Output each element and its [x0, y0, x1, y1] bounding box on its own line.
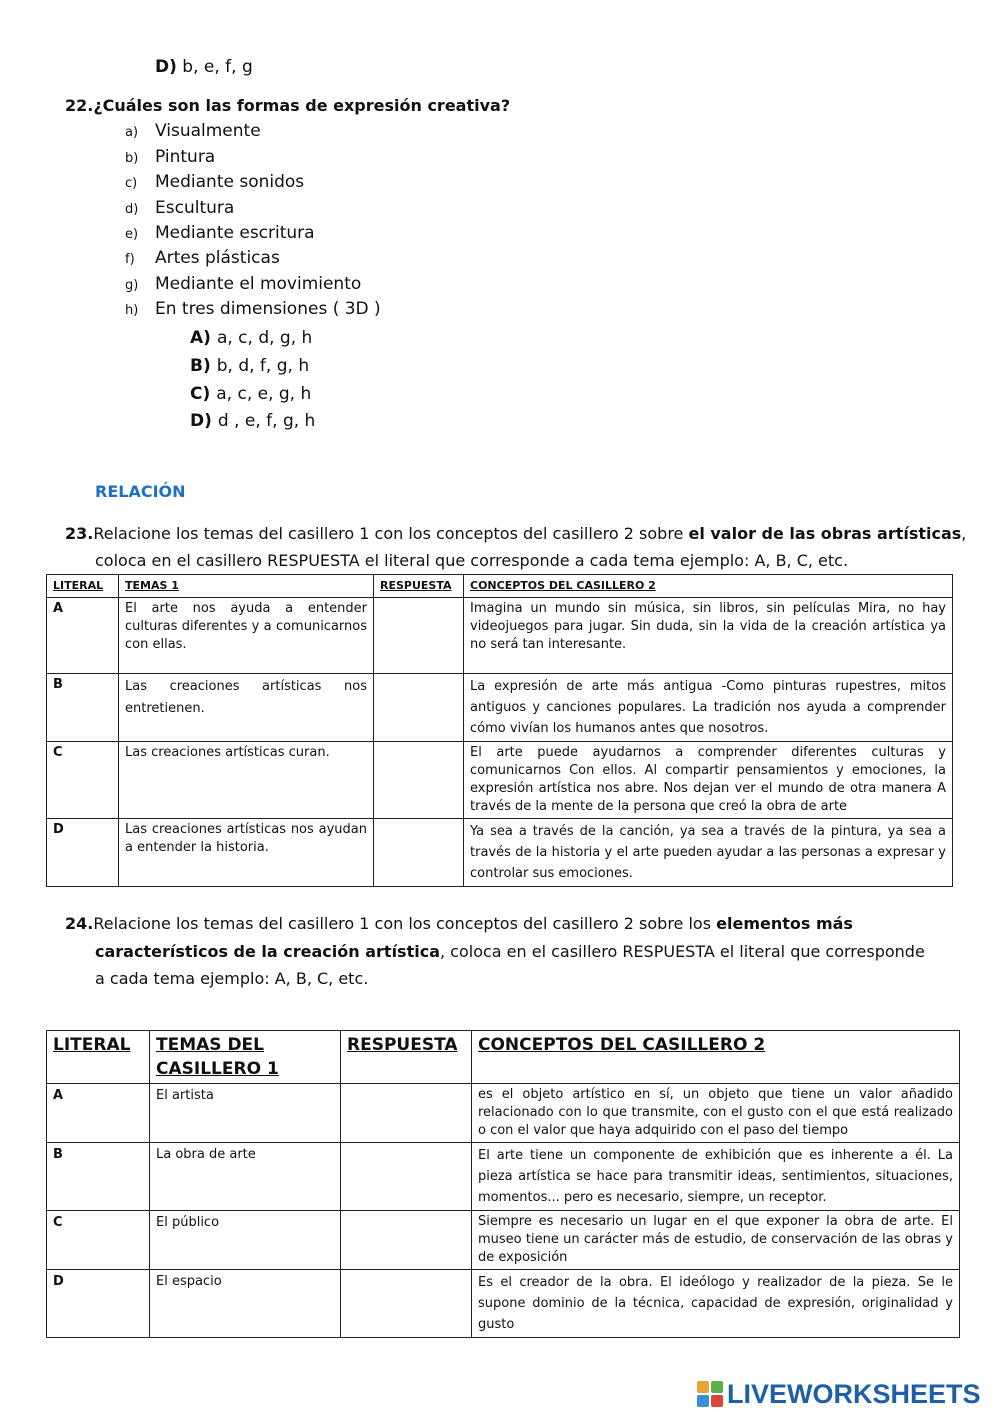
table-row [47, 1143, 960, 1211]
respuesta-cell[interactable] [341, 1143, 472, 1211]
option-text: Visualmente [155, 121, 261, 141]
logo-mark-icon [697, 1381, 723, 1407]
table-header-row [47, 575, 953, 598]
literal-cell: A [47, 1084, 150, 1143]
q22-option [125, 248, 280, 270]
q22-option [125, 147, 215, 169]
option-text: Pintura [155, 147, 216, 167]
literal-cell: A [47, 598, 119, 674]
option-text: Artes plásticas [155, 248, 280, 268]
answer-letter: C) [190, 384, 211, 404]
respuesta-cell[interactable] [374, 598, 464, 674]
table-row [47, 742, 953, 819]
q22-option [125, 223, 315, 245]
concepto-cell: La expresión de arte más antigua -Como pinturas rupestres, mitos antiguos y canciones populares. La tradición nos ayuda a comprender cómo vivían los humanos antes que nosotros. [464, 674, 953, 742]
header-temas: TEMAS 1 [119, 575, 374, 598]
q24-table [46, 1030, 960, 1338]
concepto-cell: Es el creador de la obra. El ideólogo y realizador de la pieza. Se le supone dominio de la técnica, capacidad de expresión, originalidad y gusto [472, 1270, 960, 1338]
literal-cell: C [47, 1211, 150, 1270]
logo-square-icon [711, 1395, 723, 1407]
option-letter: c) [125, 176, 138, 191]
tema-cell: El público [150, 1211, 341, 1270]
concepto-cell: Siempre es necesario un lugar en el que exponer la obra de arte. El museo tiene un carácter más de estudio, de conservación de las obras y de exposición [472, 1211, 960, 1270]
answer-letter: D) [190, 411, 212, 431]
option-letter: h) [125, 303, 139, 318]
concepto-cell: Imagina un mundo sin música, sin libros, sin películas Mira, no hay videojuegos para jugar. Sin duda, sin la vida de la creación artística ya no será tan interesante. [464, 598, 953, 674]
concepto-cell: Ya sea a través de la canción, ya sea a través de la pintura, ya sea a través de la historia y el arte pueden ayudar a las personas a expresar y controlar sus emociones. [464, 819, 953, 887]
option-text: Mediante sonidos [155, 172, 305, 192]
q22-answer [190, 328, 312, 348]
q24-text-a: Relacione los temas del casillero 1 con los conceptos del casillero 2 sobre los [93, 914, 717, 933]
option-letter: f) [125, 252, 135, 267]
option-text: Mediante el movimiento [155, 274, 362, 294]
option-text: En tres dimensiones ( 3D ) [155, 299, 381, 319]
literal-cell: D [47, 819, 119, 887]
q23-prompt-line2: coloca en el casillero RESPUESTA el literal que corresponde a cada tema ejemplo: A, B, C, etc. [95, 551, 849, 570]
header-conceptos: CONCEPTOS DEL CASILLERO 2 [472, 1031, 960, 1084]
tema-cell: Las creaciones artísticas curan. [119, 742, 374, 819]
header-respuesta: RESPUESTA [341, 1031, 472, 1084]
q22-title: 22.¿Cuáles son las formas de expresión creativa? [65, 96, 511, 115]
q23-number: 23. [65, 524, 94, 543]
concepto-cell: El arte tiene un componente de exhibición que es inherente a él. La pieza artística se hace para transmitir ideas, sentimientos, situaciones, momentos... pero es necesario, siempre, un receptor. [472, 1143, 960, 1211]
tema-cell: El espacio [150, 1270, 341, 1338]
q21-answer-d [155, 57, 253, 77]
q23-table [46, 574, 953, 887]
tema-cell: Las creaciones artísticas nos entretienen. [119, 674, 374, 742]
answer-text: b, d, f, g, h [216, 356, 310, 376]
logo-text: LIVEWORKSHEETS [727, 1378, 981, 1409]
liveworksheets-logo[interactable] [697, 1378, 981, 1410]
option-letter: d) [125, 202, 139, 217]
q23-text-b: , [961, 524, 967, 543]
option-letter: g) [125, 278, 139, 293]
literal-cell: B [47, 674, 119, 742]
answer-text: a, c, d, g, h [216, 328, 313, 348]
header-literal: LITERAL [47, 575, 119, 598]
table-row [47, 1270, 960, 1338]
table-row [47, 819, 953, 887]
table-row [47, 1211, 960, 1270]
header-literal: LITERAL [47, 1031, 150, 1084]
option-letter: b) [125, 151, 139, 166]
table-row [47, 674, 953, 742]
logo-square-icon [697, 1395, 709, 1407]
option-text: Mediante escritura [155, 223, 315, 243]
q23-prompt [65, 524, 967, 544]
table-row [47, 598, 953, 674]
tema-cell: El artista [150, 1084, 341, 1143]
q23-text-a: Relacione los temas del casillero 1 con los conceptos del casillero 2 sobre [93, 524, 689, 543]
literal-cell: B [47, 1143, 150, 1211]
respuesta-cell[interactable] [374, 819, 464, 887]
tema-cell: Las creaciones artísticas nos ayudan a entender la historia. [119, 819, 374, 887]
answer-text: d , e, f, g, h [217, 411, 316, 431]
q21-answer-d-letter: D) [155, 57, 177, 77]
table-header-row [47, 1031, 960, 1084]
q22-answer [190, 411, 315, 431]
option-letter: e) [125, 227, 139, 242]
answer-text: a, c, e, g, h [216, 384, 312, 404]
table-row [47, 1084, 960, 1143]
q22-answer [190, 356, 309, 376]
q24-text-bold-2: característicos de la creación artística [95, 942, 440, 961]
answer-letter: A) [190, 328, 211, 348]
section-heading: RELACIÓN [95, 482, 186, 501]
literal-cell: D [47, 1270, 150, 1338]
option-letter: a) [125, 125, 139, 140]
option-text: Escultura [155, 198, 235, 218]
q22-answer [190, 384, 311, 404]
header-conceptos: CONCEPTOS DEL CASILLERO 2 [464, 575, 953, 598]
tema-cell: La obra de arte [150, 1143, 341, 1211]
respuesta-cell[interactable] [374, 674, 464, 742]
q22-option [125, 121, 261, 143]
q22-option [125, 198, 234, 220]
q23-text-bold: el valor de las obras artísticas [688, 524, 962, 543]
q24-text-b: , coloca en el casillero RESPUESTA el literal que corresponde [439, 942, 925, 961]
logo-square-icon [697, 1381, 709, 1393]
literal-cell: C [47, 742, 119, 819]
q22-option [125, 172, 304, 194]
q22-option [125, 274, 361, 296]
concepto-cell: El arte puede ayudarnos a comprender diferentes culturas y comunicarnos Con ellos. Al compartir pensamientos y emociones, la expresión artística nos abre. Nos dejan ver el mundo de otra manera A través de la mente de la persona que creó la obra de arte [464, 742, 953, 819]
respuesta-cell[interactable] [341, 1211, 472, 1270]
logo-square-icon [711, 1381, 723, 1393]
header-temas: TEMAS DEL CASILLERO 1 [150, 1031, 341, 1084]
q21-answer-d-text: b, e, f, g [182, 57, 253, 77]
answer-letter: B) [190, 356, 211, 376]
q22-option [125, 299, 381, 321]
respuesta-cell[interactable] [341, 1084, 472, 1143]
q24-prompt-line3: a cada tema ejemplo: A, B, C, etc. [95, 969, 369, 988]
q24-prompt [65, 914, 955, 934]
header-respuesta: RESPUESTA [374, 575, 464, 598]
concepto-cell: es el objeto artístico en sí, un objeto que tiene un valor añadido relacionado con lo que transmite, con el gusto con el que está realizado o con el valor que haya adquirido con el paso del tiempo [472, 1084, 960, 1143]
q24-prompt-line2 [95, 942, 925, 962]
tema-cell: El arte nos ayuda a entender culturas diferentes y a comunicarnos con ellas. [119, 598, 374, 674]
respuesta-cell[interactable] [374, 742, 464, 819]
q24-text-bold-1: elementos más [716, 914, 853, 933]
respuesta-cell[interactable] [341, 1270, 472, 1338]
q24-number: 24. [65, 914, 94, 933]
